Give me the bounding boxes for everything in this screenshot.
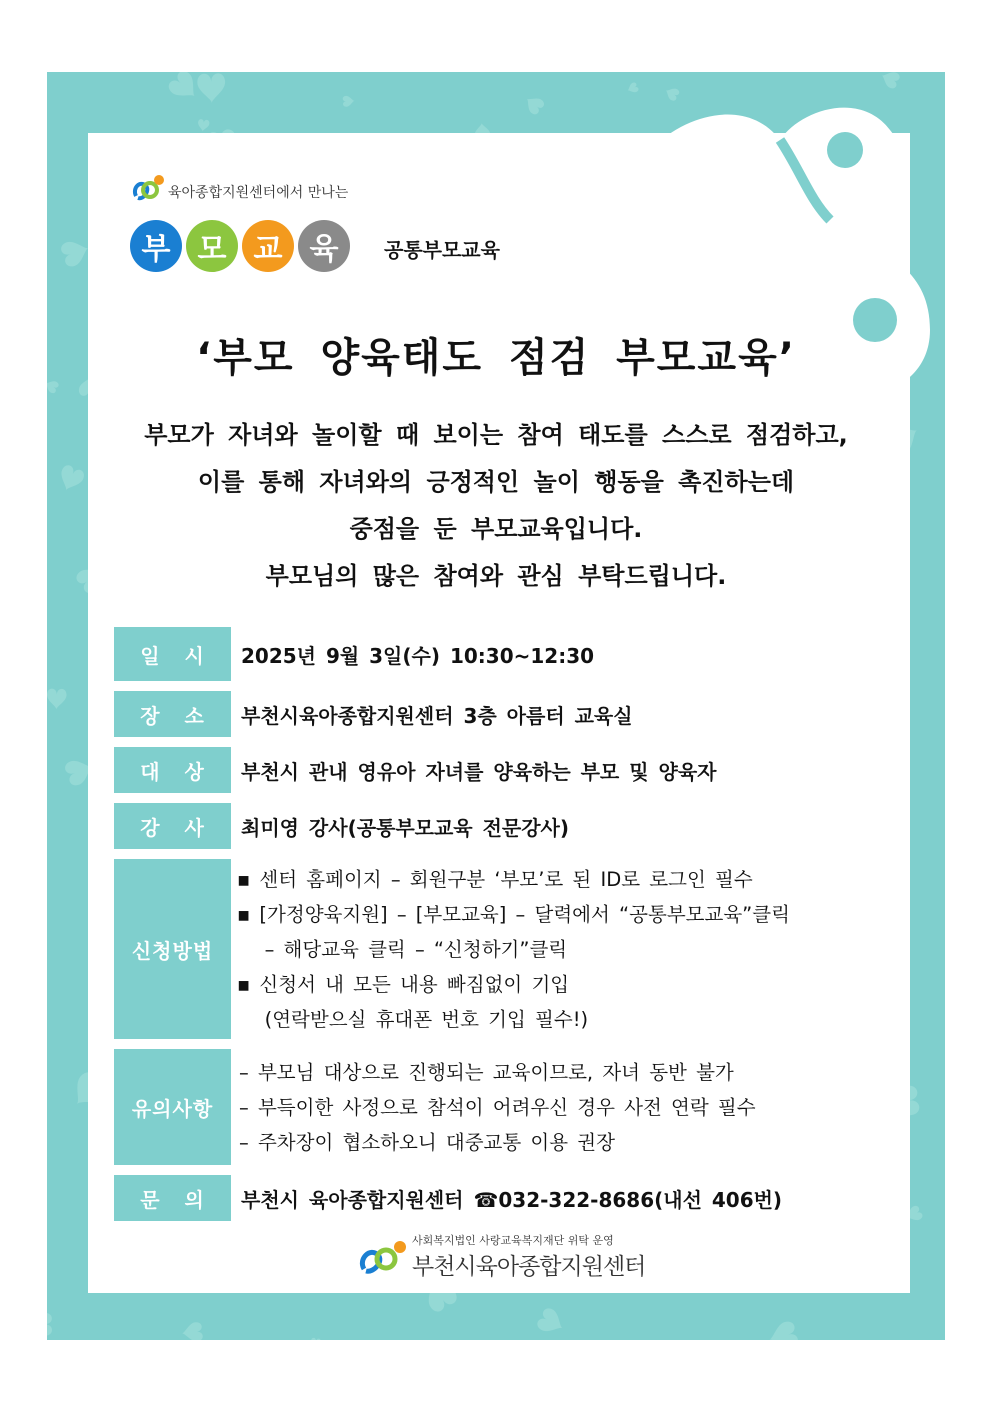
footer-center-name: 부천시육아종합지원센터 (412, 1254, 646, 1280)
info-value: 부천시 육아종합지원센터 ☎032-322-8686(내선 406번) (241, 1187, 783, 1212)
apply-line: ▪ 센터 홈페이지 – 회원구분 ‘부모’로 된 ID로 로그인 필수 (237, 867, 753, 891)
org-tagline: 육아종합지원센터에서 만나는 (168, 185, 349, 201)
apply-line: – 해당교육 클릭 – “신청하기”클릭 (237, 937, 568, 961)
info-label: 문 의 (114, 1175, 231, 1221)
note-line: – 부모님 대상으로 진행되는 교육이므로, 자녀 동반 불가 (239, 1060, 734, 1084)
heart-shape (522, 92, 546, 116)
intro-line: 부모가 자녀와 놀이할 때 보이는 참여 태도를 스스로 점검하고, (144, 421, 848, 449)
apply-line: (연락받으실 휴대폰 번호 기입 필수!) (237, 1007, 589, 1031)
info-row-notes (114, 1049, 756, 1165)
brand-char-2: 모 (186, 220, 238, 272)
heart-shape (47, 689, 67, 710)
info-label: 유의사항 (114, 1049, 231, 1165)
apply-line: ▪ 신청서 내 모든 내용 빠짐없이 기입 (237, 972, 570, 996)
info-row-lecturer (114, 803, 569, 849)
info-label: 강 사 (114, 803, 231, 849)
heart-shape (879, 72, 902, 90)
brand-char-4: 육 (298, 220, 350, 272)
heart-shape (766, 1320, 799, 1340)
note-line: – 부득이한 사정으로 참석이 어려우신 경우 사전 연락 필수 (239, 1095, 756, 1119)
note-line: – 주차장이 협소하오니 대중교통 이용 권장 (239, 1130, 615, 1154)
info-row-apply (114, 859, 790, 1039)
apply-line: ▪ [가정양육지원] – [부모교육] – 달력에서 “공통부모교육”클릭 (237, 902, 790, 926)
swirl-logo-icon (356, 1237, 412, 1277)
org-logo (130, 170, 348, 206)
heart-shape (181, 1322, 203, 1340)
heart-shape (310, 1338, 321, 1340)
heart-shape (343, 95, 355, 107)
info-value: 2025년 9월 3일(수) 10:30~12:30 (241, 643, 595, 668)
brand-char-1: 부 (130, 220, 182, 272)
info-label: 신청방법 (114, 859, 231, 1039)
heart-shape (197, 73, 226, 103)
heart-shape (166, 72, 204, 106)
footer-logo (356, 1232, 645, 1281)
info-value: 최미영 강사(공통부모교육 전문강사) (241, 815, 570, 840)
heart-shape (535, 1306, 568, 1338)
info-label: 일 시 (114, 627, 231, 681)
footer-operator: 사회복지법인 사랑교육복지재단 위탁 운영 (412, 1234, 614, 1247)
info-row-target (114, 747, 716, 793)
intro-line: 중점을 둔 부모교육입니다. (349, 515, 643, 543)
info-value-list (237, 859, 790, 1039)
intro-text (0, 412, 992, 600)
info-label: 대 상 (114, 747, 231, 793)
heart-shape (47, 1313, 52, 1336)
info-value: 부천시육아종합지원센터 3층 아름터 교육실 (241, 703, 633, 728)
program-subtitle: 공통부모교육 (384, 238, 500, 262)
info-value: 부천시 관내 영유아 자녀를 양육하는 부모 및 양육자 (241, 759, 717, 784)
info-row-contact (114, 1175, 782, 1221)
info-label: 장 소 (114, 691, 231, 737)
intro-line: 부모님의 많은 참여와 관심 부탁드립니다. (265, 562, 727, 590)
page-title: ‘부모 양육태도 점검 부모교육’ (196, 335, 796, 381)
info-row-place (114, 691, 633, 737)
brand-circles (130, 220, 354, 272)
info-value-list (239, 1049, 756, 1165)
info-row-date (114, 627, 594, 681)
intro-line: 이를 통해 자녀와의 긍정적인 놀이 행동을 촉진하는데 (197, 468, 795, 496)
heart-shape (197, 119, 210, 132)
swirl-logo-icon (130, 170, 166, 206)
brand-char-3: 교 (242, 220, 294, 272)
